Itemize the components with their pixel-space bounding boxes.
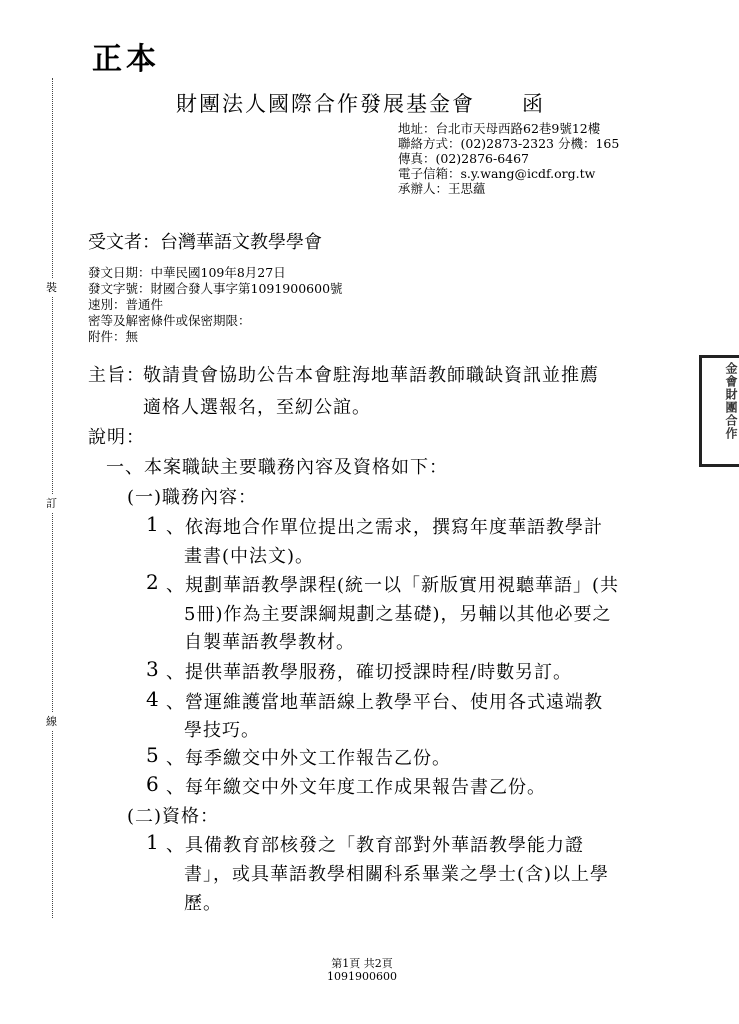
subject-line-1: 敬請貴會協助公告本會駐海地華語教師職缺資訊並推薦 [143, 365, 599, 386]
duty-line: 、依海地合作單位提出之需求，撰寫年度華語教學計 [166, 517, 603, 538]
contact-email: 電子信箱：s.y.wang@icdf.org.tw [398, 166, 596, 181]
organization-seal: 金會財團合作 [699, 355, 739, 467]
subject-label: 主旨： [88, 365, 145, 386]
subject-line-2: 適格人選報名，至紉公誼。 [143, 397, 371, 418]
duty-number: 2 [146, 570, 160, 594]
duty-number: 4 [146, 687, 160, 711]
page-number: 第1頁 共2頁 [331, 957, 393, 970]
duties-heading: (一)職務內容： [127, 487, 258, 508]
confidentiality: 密等及解密條件或保密期限： [88, 313, 251, 328]
binding-mark-ding: 訂 [46, 494, 57, 512]
attachment: 附件：無 [88, 329, 139, 344]
qualifications-heading: (二)資格： [127, 806, 220, 827]
duty-line: 、每年繳交中外文年度工作成果報告書乙份。 [166, 777, 546, 798]
qualification-line: 、具備教育部核發之「教育部對外華語教學能力證 [166, 835, 584, 856]
qualification-number: 1 [146, 830, 160, 854]
contact-handler: 承辦人：王思蘊 [398, 181, 486, 196]
speed-class: 速別：普通件 [88, 297, 164, 312]
duty-number: 6 [146, 772, 160, 796]
duty-line: 、每季繳交中外文工作報告乙份。 [166, 748, 451, 769]
duty-line: 、營運維護當地華語線上教學平台、使用各式遠端教 [166, 692, 603, 713]
duty-number: 3 [146, 657, 160, 681]
organization-name: 財團法人國際合作發展基金會 [176, 92, 475, 116]
duty-line: 學技巧。 [184, 720, 260, 741]
duty-number: 1 [146, 512, 160, 536]
section-1-heading: 一、本案職缺主要職務內容及資格如下： [106, 457, 448, 478]
binding-mark-zhuang: 裝 [46, 278, 57, 296]
footer-doc-number: 1091900600 [327, 970, 397, 983]
binding-mark-xian: 線 [46, 712, 57, 730]
duty-line: 、提供華語教學服務，確切授課時程/時數另訂。 [166, 662, 573, 683]
document-type: 函 [522, 92, 543, 116]
duty-line: 自製華語教學教材。 [184, 632, 355, 653]
issue-date: 發文日期：中華民國109年8月27日 [88, 265, 286, 280]
contact-address: 地址：台北市天母西路62巷9號12樓 [398, 121, 601, 136]
qualification-line: 歷。 [184, 893, 222, 914]
copy-mark: 正本 [92, 42, 160, 77]
duty-line: 5冊)作為主要課綱規劃之基礎)，另輔以其他必要之 [184, 604, 612, 625]
duty-line: 畫書(中法文)。 [184, 546, 315, 567]
duty-line: 、規劃華語教學課程(統一以「新版實用視聽華語」(共 [166, 575, 620, 596]
explanation-label: 說明： [88, 427, 145, 448]
duty-number: 5 [146, 743, 160, 767]
contact-fax: 傳真：(02)2876-6467 [398, 151, 530, 166]
qualification-line: 書」，或具華語教學相關科系畢業之學士(含)以上學 [184, 864, 610, 885]
contact-phone: 聯絡方式：(02)2873-2323 分機：165 [398, 136, 620, 151]
document-number: 發文字號：財國合發人事字第1091900600號 [88, 281, 343, 296]
recipient: 受文者：台灣華語文教學學會 [88, 232, 322, 253]
